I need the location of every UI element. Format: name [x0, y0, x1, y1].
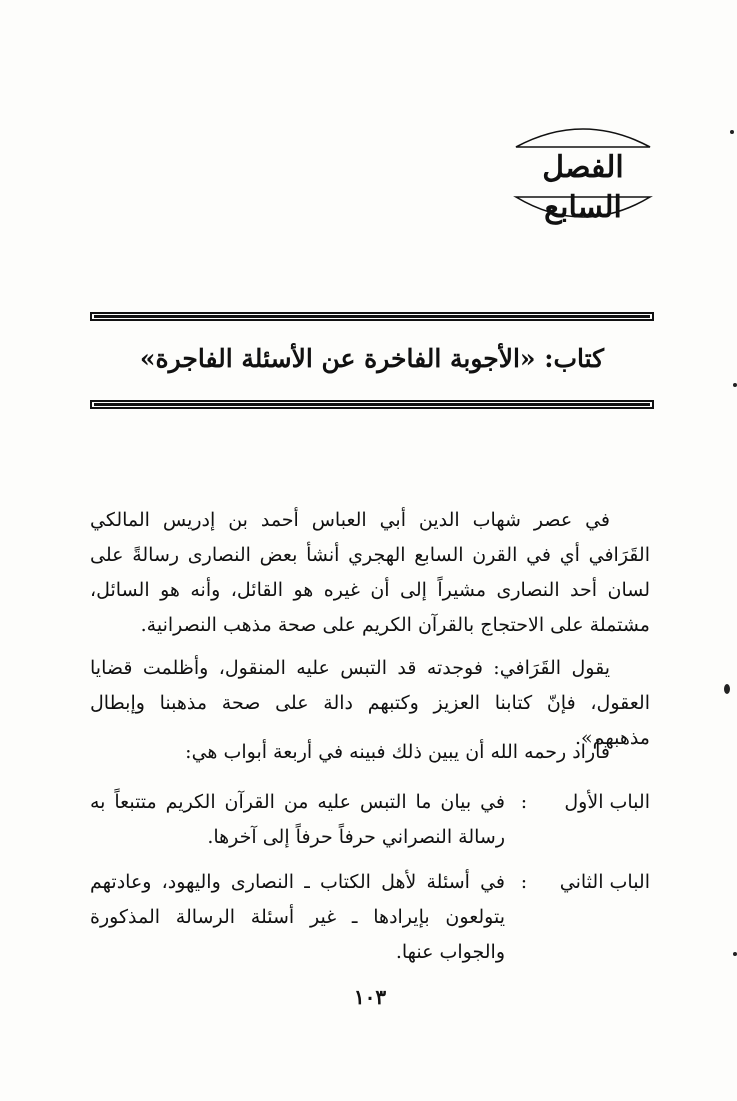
chapter-entry-label: الباب الأول	[564, 791, 650, 813]
scan-speck	[730, 130, 734, 134]
page-number: ١٠٣	[353, 985, 387, 1009]
book-title: كتاب: «الأجوبة الفاخرة عن الأسئلة الفاجرة»	[139, 344, 605, 373]
paragraph-intro: في عصر شهاب الدين أبي العباس أحمد بن إدريس المالكي القَرَافي أي في القرن السابع الهجري أنشأ بعض النصارى رسالةً على لسان أحد النصارى مشيراً إلى أن غيره هو القائل، وأنه هو السائل، مشتملة على الاحتجاج بالقرآن الكريم على صحة مذهب النصرانية.	[90, 509, 650, 636]
chapter-title: الفصل السابع	[542, 150, 624, 225]
chapter-entry-separator: :	[520, 871, 528, 893]
chapter-entry-separator: :	[520, 791, 528, 813]
chapter-entry-label: الباب الثاني	[559, 871, 650, 893]
scan-speck	[724, 684, 730, 694]
scan-speck	[733, 383, 737, 387]
title-rule-bottom	[90, 400, 654, 409]
paragraph-chapters-intro: فأراد رحمه الله أن يبين ذلك فبينه في أربعة أبواب هي:	[185, 741, 610, 763]
title-rule-top	[90, 312, 654, 321]
chapter-entry-text: في بيان ما التبس عليه من القرآن الكريم متتبعاً به رسالة النصراني حرفاً حرفاً إلى آخرها.	[90, 791, 505, 848]
paragraph-qarafi-quote: يقول القَرَافي: فوجدته قد التبس عليه المنقول، وأظلمت قضايا العقول، فإنّ كتابنا العزيز وكتبهم دالة على صحة مذهبنا وإبطال مذهبهم».	[90, 657, 650, 749]
chapter-entry-text: في أسئلة لأهل الكتاب ـ النصارى واليهود، وعادتهم يتولعون بإيرادها ـ غير أسئلة الرسالة المذكورة والجواب عنها.	[90, 871, 505, 963]
scan-speck	[733, 952, 737, 956]
